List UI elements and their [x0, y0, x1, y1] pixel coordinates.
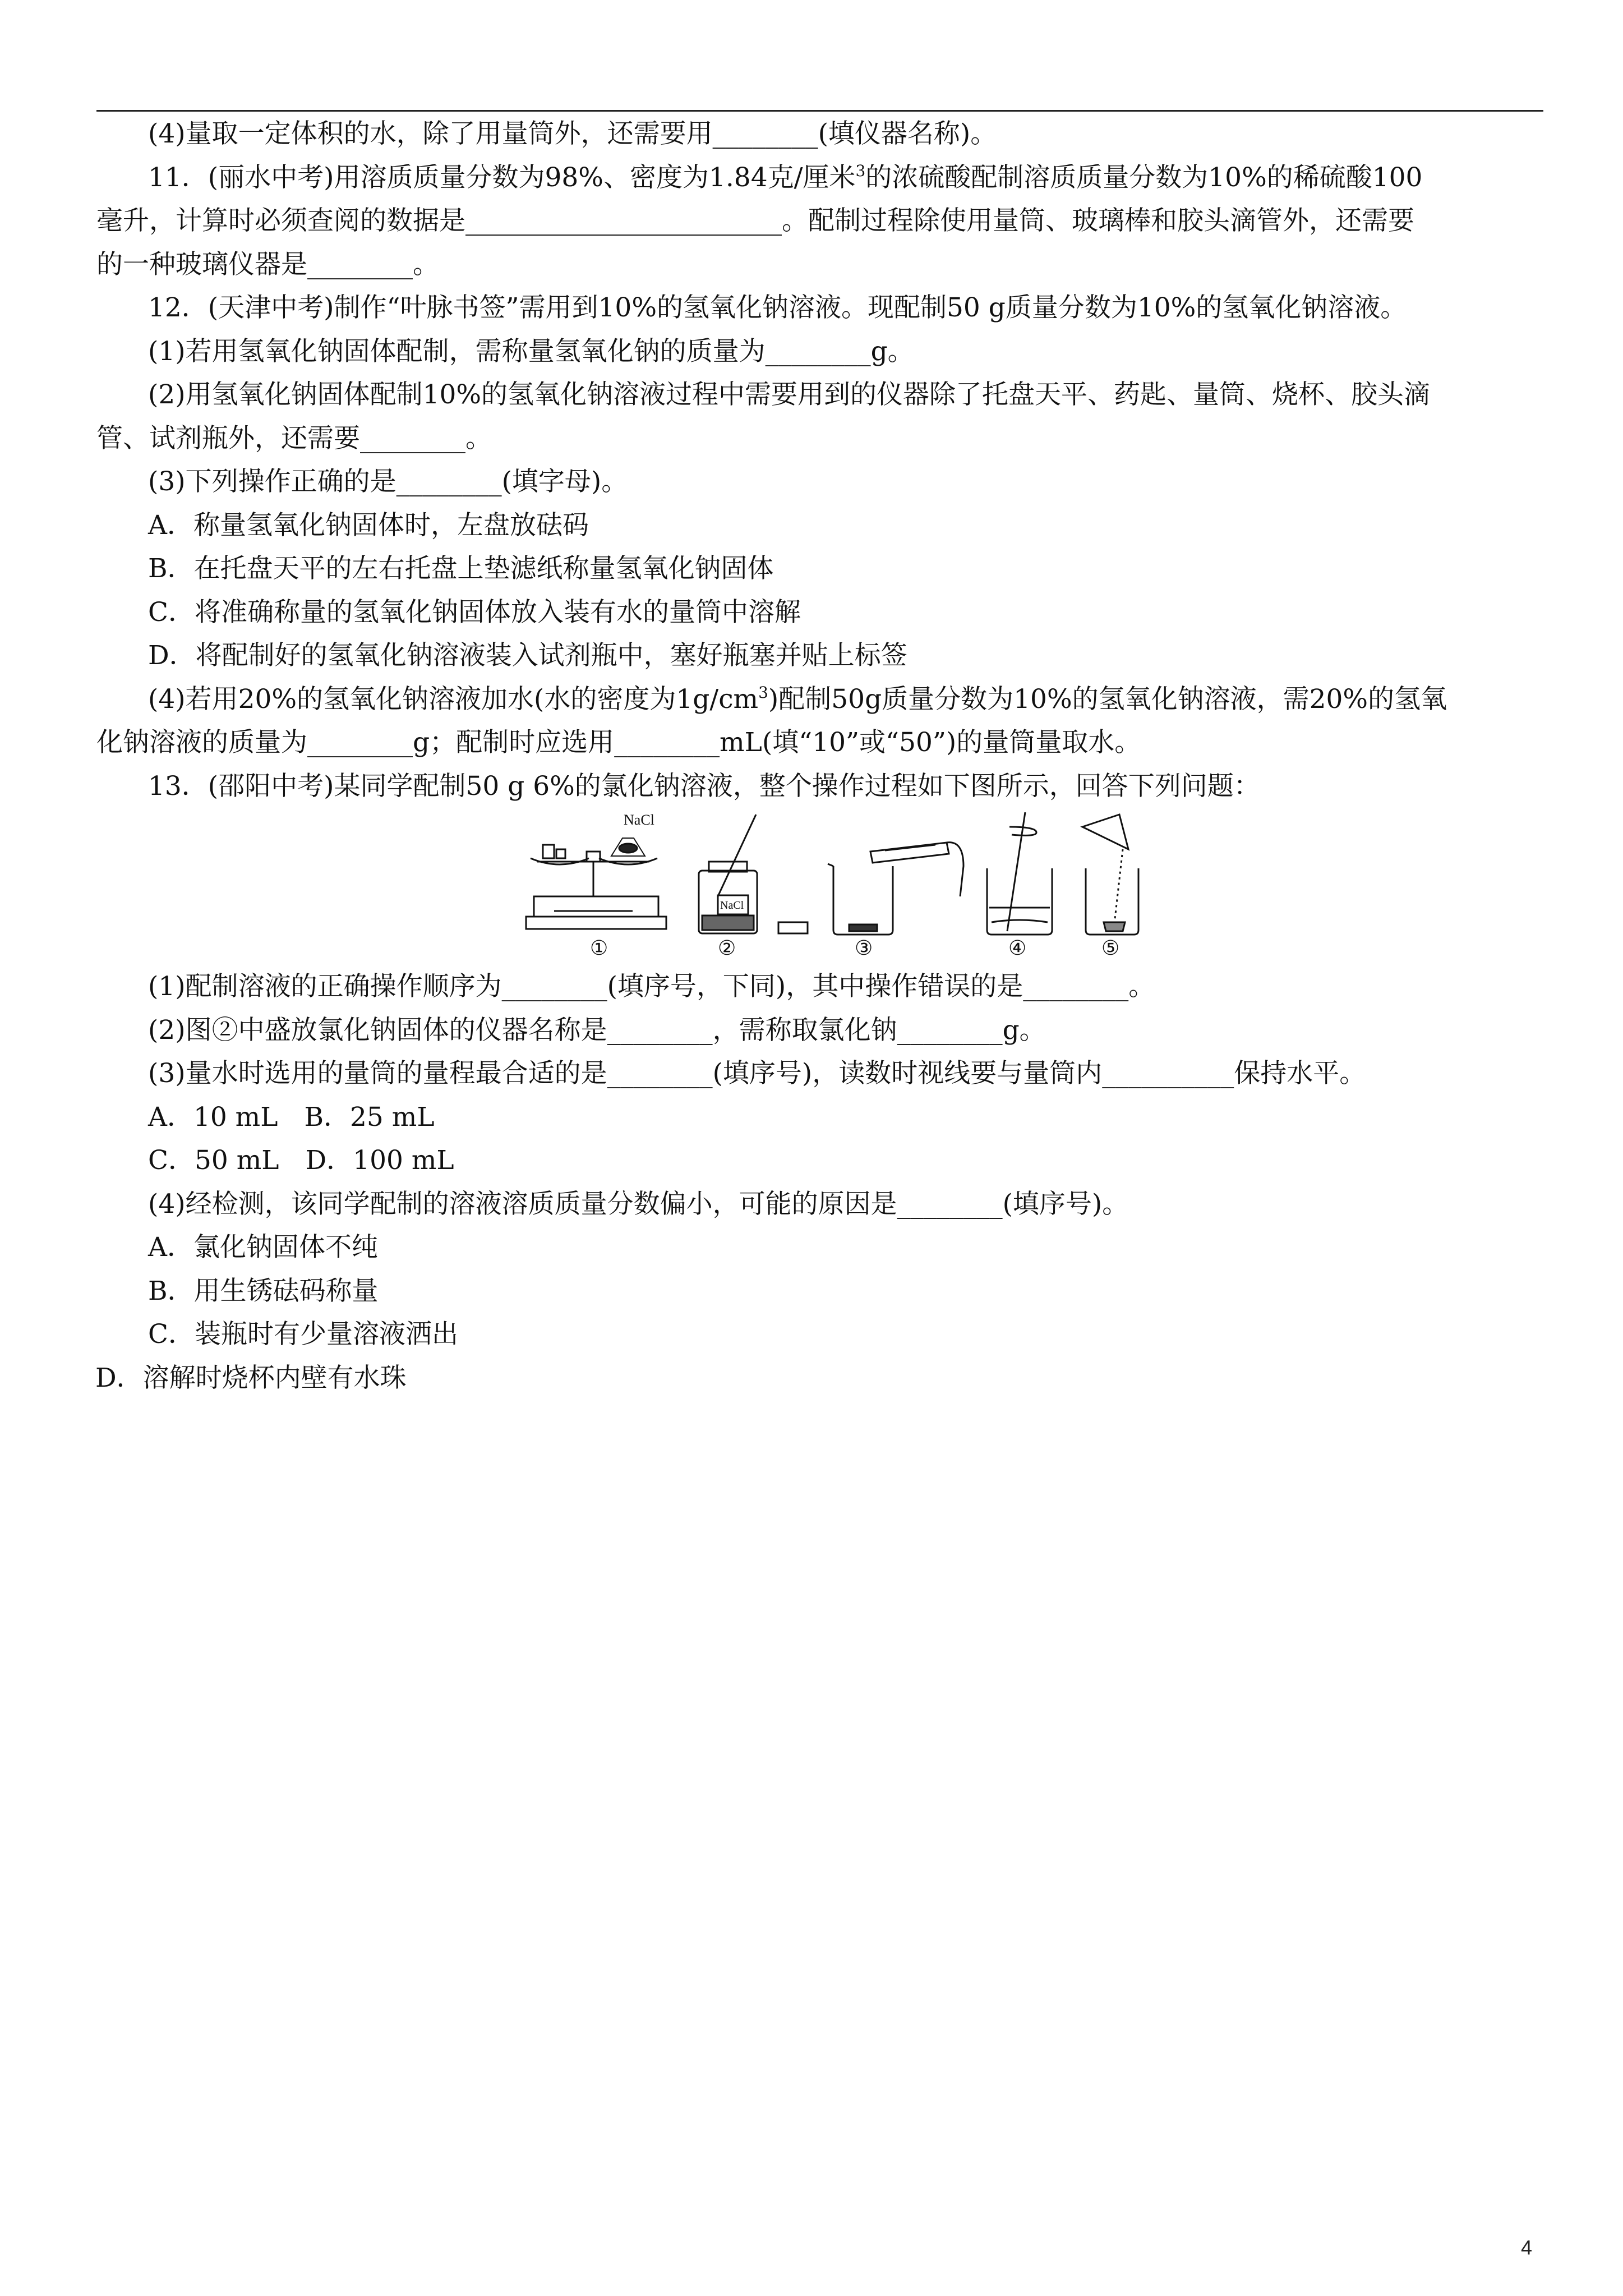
- question-11-text: 11．(丽水中考)用溶质质量分数为98%、密度为1.84克/厘米: [148, 162, 856, 193]
- question-12-part-2: (2)用氢氧化钠固体配制10%的氢氧化钠溶液过程中需要用到的仪器除了托盘天平、药匙、量筒、烧杯、胶头滴: [148, 379, 1431, 410]
- reagent-jar-icon: [699, 815, 808, 933]
- question-12-option-b: B．在托盘天平的左右托盘上垫滤纸称量氢氧化钠固体: [148, 553, 774, 584]
- stirring-beaker-icon: [987, 812, 1052, 935]
- question-13-option-a: A．氯化钠固体不纯: [148, 1232, 378, 1263]
- question-12-option-c: C．将准确称量的氢氧化钠固体放入装有水的量筒中溶解: [148, 596, 801, 628]
- superscript-3: 3: [855, 161, 866, 180]
- nacl-jar-label: NaCl: [720, 899, 744, 912]
- question-10-part-4: (4)量取一定体积的水，除了用量筒外，还需要用________(填仪器名称)。: [148, 118, 997, 149]
- question-13-part-3: (3)量水时选用的量筒的量程最合适的是________(填序号)，读数时视线要与量筒内__________保持水平。: [148, 1058, 1366, 1089]
- question-12-option-d: D．将配制好的氢氧化钠溶液装入试剂瓶中，塞好瓶塞并贴上标签: [148, 640, 907, 671]
- beaker-cylinder-icon: [828, 843, 963, 935]
- question-13-option-d: D．溶解时烧杯内壁有水珠: [95, 1362, 407, 1393]
- question-13-stem: 13．(邵阳中考)某同学配制50 g 6%的氯化钠溶液，整个操作过程如下图所示，回答下列问题：: [148, 770, 1260, 802]
- pouring-beaker-icon: [1082, 815, 1138, 935]
- page-number: 4: [1521, 2236, 1533, 2259]
- question-12-part-1: (1)若用氢氧化钠固体配制，需称量氢氧化钠的质量为________g。: [148, 335, 914, 367]
- question-12-option-a: A．称量氢氧化钠固体时，左盘放砝码: [148, 509, 589, 541]
- figure-row: [96, 808, 1543, 965]
- question-12-part-2-cont: 管、试剂瓶外，还需要________。: [96, 422, 492, 454]
- question-11-line-2: 毫升，计算时必须查阅的数据是________________________。配制过程除使用量筒、玻璃棒和胶头滴管外，还需要: [96, 205, 1414, 236]
- question-13-option-b: B．用生锈砝码称量: [148, 1275, 379, 1306]
- worksheet-body: [96, 112, 1543, 1400]
- question-13-options-cd: C．50 mL D．100 mL: [148, 1145, 454, 1176]
- question-12-part-4-text-end: )配制50g质量分数为10%的氢氧化钠溶液，需20%的氢氧: [768, 683, 1447, 715]
- question-12-stem: 12．(天津中考)制作“叶脉书签”需用到10%的氢氧化钠溶液。现配制50 g质量分数为10%的氢氧化钠溶液。: [148, 292, 1407, 323]
- nacl-label: NaCl: [624, 812, 654, 828]
- question-13-options-ab: A．10 mL B．25 mL: [148, 1101, 435, 1133]
- question-13-part-2: (2)图②中盛放氯化钠固体的仪器名称是________，需称取氯化钠________g。: [148, 1014, 1046, 1046]
- question-13-option-c: C．装瓶时有少量溶液洒出: [148, 1319, 458, 1350]
- step-2-label: ②: [718, 937, 736, 959]
- question-12-part-4-text: (4)若用20%的氢氧化钠溶液加水(水的密度为1g/cm: [148, 683, 759, 715]
- lab-procedure-figure: [520, 812, 1244, 959]
- balance-icon: [526, 838, 666, 929]
- step-3-label: ③: [855, 937, 873, 959]
- step-4-label: ④: [1008, 937, 1027, 959]
- question-11-line-1: [96, 156, 1543, 200]
- question-11-line-3: 的一种玻璃仪器是________。: [96, 249, 439, 280]
- step-1-label: ①: [590, 937, 608, 959]
- question-12-part-4-cont: 化钠溶液的质量为________g；配制时应选用________mL(填“10”或“50”)的量筒量取水。: [96, 727, 1141, 758]
- question-12-part-3: (3)下列操作正确的是________(填字母)。: [148, 466, 628, 497]
- question-13-part-4: (4)经检测，该同学配制的溶液溶质质量分数偏小，可能的原因是________(填序号)。: [148, 1188, 1129, 1220]
- question-12-part-4: [96, 678, 1543, 721]
- question-11-text-end: 的浓硫酸配制溶质质量分数为10%的稀硫酸100: [865, 162, 1423, 193]
- header-rule: [96, 110, 1543, 112]
- question-13-part-1: (1)配制溶液的正确操作顺序为________(填序号，下同)，其中操作错误的是________。: [148, 971, 1155, 1002]
- step-5-label: ⑤: [1101, 937, 1120, 959]
- superscript-3: 3: [758, 683, 768, 702]
